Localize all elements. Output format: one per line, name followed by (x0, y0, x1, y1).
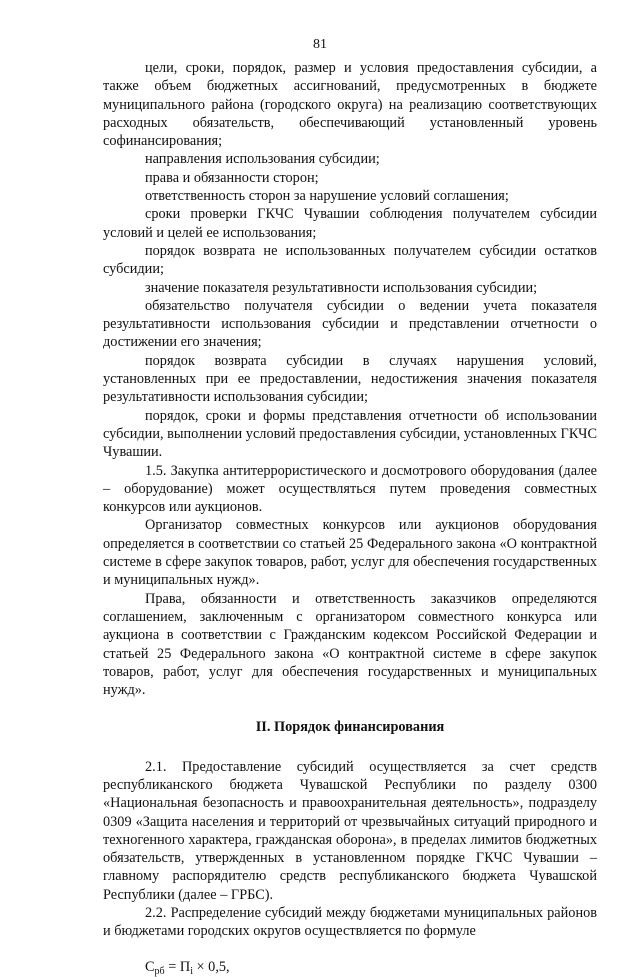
list-item: порядок возврата субсидии в случаях нарушения условий, установленных при ее предоставлении, недостижения значения показателя результативности использования субсидии; (103, 352, 597, 406)
formula-lhs-subscript: рб (154, 965, 165, 977)
paragraph: 2.1. Предоставление субсидий осуществляется за счет средств республиканского бюджета Чувашской Республики по разделу 0300 «Национальная безопасность и правоохранительная деятельность», подразделу 0309 «Защита населения и территорий от чрезвычайных ситуаций природного и техногенного характера, гражданская оборона», в пределах лимитов бюджетных обязательств, утвержденных в установленном порядке ГКЧС Чувашии – главному распорядителю средств республиканского бюджета Чувашской Республики (далее – ГРБС). (103, 758, 597, 903)
paragraph: Организатор совместных конкурсов или аукционов оборудования определяется в соответствии со статьей 25 Федерального закона «О контрактной системе в сфере закупок товаров, работ, услуг для обеспечения государственных и муниципальных нужд». (103, 517, 597, 589)
paragraph: 1.5. Закупка антитеррористического и досмотрового оборудования (далее – оборудование) может осуществляться путем проведения совместных конкурсов или аукционов. (103, 462, 597, 516)
formula (103, 958, 597, 976)
formula-mid-subscript: i (190, 965, 193, 977)
paragraph: 2.2. Распределение субсидий между бюджетами муниципальных районов и бюджетами городских округов осуществляется по формуле (103, 905, 597, 940)
list-item: обязательство получателя субсидии о ведении учета показателя результативности использования субсидии и представлении отчетности о достижении его значения; (103, 297, 597, 351)
page-number: 81 (313, 37, 327, 52)
list-item: порядок возврата не использованных получателем субсидии остатков субсидии; (103, 242, 597, 278)
formula-mid: = П (164, 958, 191, 975)
section-heading: II. Порядок финансирования (255, 719, 445, 736)
list-item: ответственность сторон за нарушение условий соглашения; (145, 188, 509, 205)
paragraph: цели, сроки, порядок, размер и условия предоставления субсидии, а также объем бюджетных ассигнований, предусмотренных в бюджете муниципального района (городского округа) на реализацию соответствующих расходных обязательств, обеспечивающий установленный уровень софинансирования; (103, 60, 597, 150)
formula-rhs: × 0,5, (192, 958, 230, 975)
list-item: направления использования субсидии; (145, 151, 380, 168)
list-item: значение показателя результативности использования субсидии; (145, 279, 538, 296)
list-item: права и обязанности сторон; (145, 169, 319, 186)
document-body (103, 59, 597, 976)
list-item: порядок, сроки и формы представления отчетности об использовании субсидии, выполнении условий предоставления субсидии, установленных ГКЧС Чувашии. (103, 407, 597, 461)
paragraph: Права, обязанности и ответственность заказчиков определяются соглашением, заключенным с организатором совместного конкурса или аукциона в соответствии с Гражданским кодексом Российской Федерации и статьей 25 Федерального закона «О контрактной системе в сфере закупок товаров, работ, услуг для обеспечения государственных и муниципальных нужд». (103, 590, 597, 699)
list-item: сроки проверки ГКЧС Чувашии соблюдения получателем субсидии условий и целей ее использования; (103, 206, 597, 241)
formula-lhs: С (145, 958, 155, 975)
